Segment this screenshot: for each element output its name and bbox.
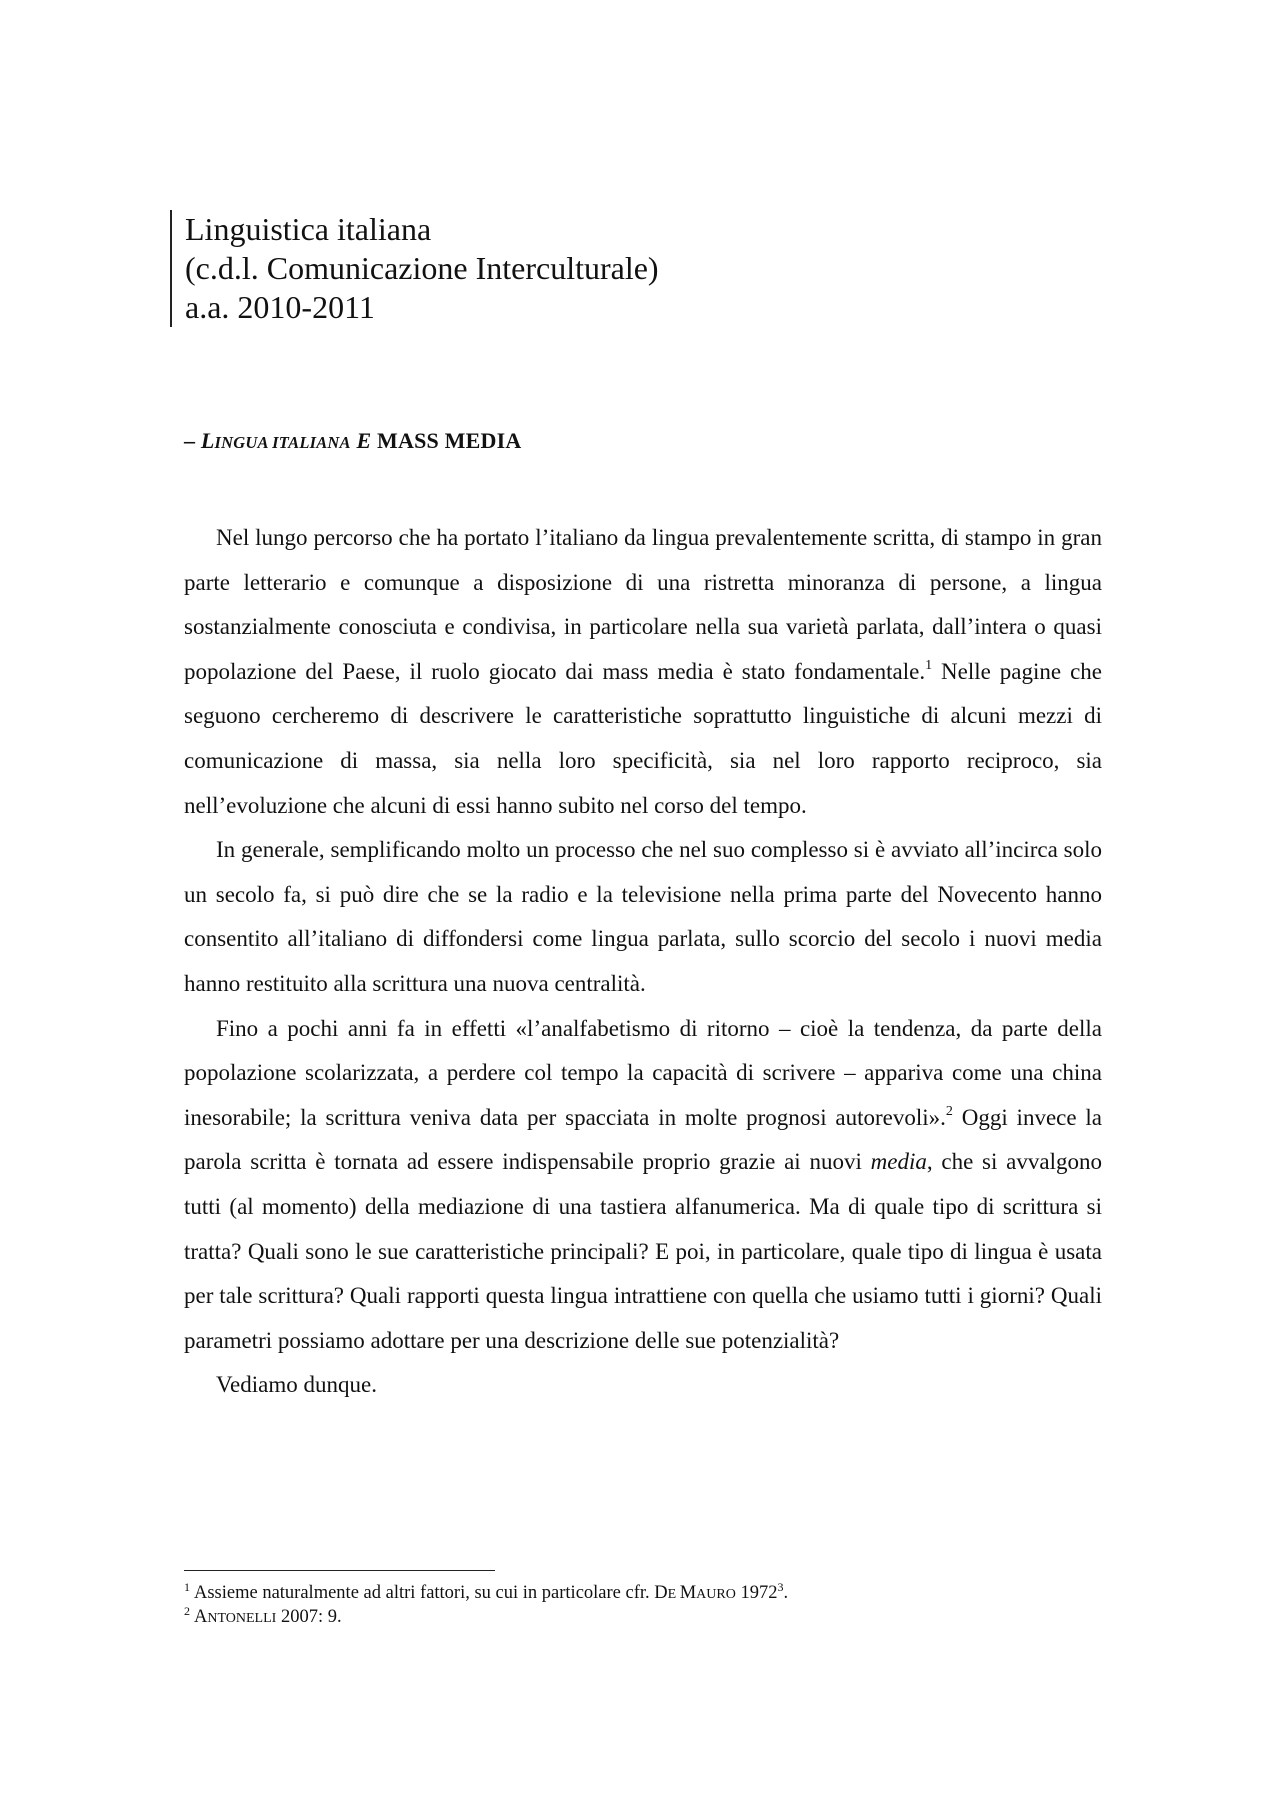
footnote-1-author-small-1: E xyxy=(667,1587,680,1602)
degree-program: (c.d.l. Comunicazione Interculturale) xyxy=(185,250,659,286)
footnote-1-author-small-2: AURO xyxy=(696,1587,736,1602)
heading-conjunction: E xyxy=(356,428,372,453)
paragraph-1-text-a: Nel lungo percorso che ha portato l’italiano da lingua prevalentemente scritta, di stampo in gran parte letterario e comunque a disposizione di una ristretta minoranza di persone, a lingua sostanzialmente conosciuta e condivisa, in particolare nella sua varietà parlata, dall’intera o quasi popolazione del Paese, il ruolo giocato dai mass media è stato fondamentale. xyxy=(184,525,1102,684)
course-title: Linguistica italiana xyxy=(185,211,432,247)
heading-cap-l: L xyxy=(200,428,215,453)
section-heading xyxy=(184,428,521,454)
paragraph-4: Vediamo dunque. xyxy=(216,1372,377,1398)
paragraph-3 xyxy=(184,1007,1102,1364)
heading-dash: – xyxy=(184,428,196,453)
footnote-1-author-cap-1: D xyxy=(654,1583,668,1603)
footnote-1-marker: 1 xyxy=(184,1579,190,1594)
footnote-2-author-small: NTONELLI xyxy=(207,1611,277,1626)
course-header xyxy=(170,210,659,327)
footnote-2 xyxy=(184,1603,1102,1630)
paragraph-3-text-c: , che si avvalgono tutti (al momento) della mediazione di una tastiera alfanumerica. Ma di quale tipo di scrittura si tratta? Quali sono le sue caratteristiche principali? E poi, in particolare, quale tipo di lingua è usata per tale scrittura? Quali rapporti questa lingua intrattiene con quella che usiamo tutti i giorni? Quali parametri possiamo adottare per una descrizione delle sue potenzialità? xyxy=(184,1149,1102,1353)
paragraph-3-emphasis: media xyxy=(870,1149,927,1175)
footnote-1-year: 1972 xyxy=(735,1583,778,1603)
footnote-2-ref: 2007: 9. xyxy=(276,1607,342,1627)
footnote-1-edition: 3 xyxy=(777,1579,784,1594)
footnote-1 xyxy=(184,1579,1102,1606)
paragraph-1 xyxy=(184,516,1102,828)
footnote-1-author-cap-2: M xyxy=(679,1583,697,1603)
heading-smallcaps-1: INGUA ITALIANA xyxy=(214,433,351,452)
paragraph-2: In generale, semplificando molto un processo che nel suo complesso si è avviato all’incirca solo un secolo fa, si può dire che se la radio e la televisione nella prima parte del Novecento hanno consentito all’italiano di diffondersi come lingua parlata, sullo scorcio del secolo i nuovi media hanno restituito alla scrittura una nuova centralità. xyxy=(184,837,1102,996)
footnote-2-marker: 2 xyxy=(184,1603,190,1618)
footnotes xyxy=(184,1579,1102,1630)
paragraph-3-text-b: Oggi invece la parola scritta è tornata ad essere indispensabile proprio grazie ai nuovi xyxy=(184,1104,1102,1175)
footnote-1-text: Assieme naturalmente ad altri fattori, su cui in particolare cfr. xyxy=(194,1583,655,1603)
footnote-1-end: . xyxy=(783,1583,789,1603)
body-text xyxy=(184,516,1102,1408)
footnote-2-author-cap: A xyxy=(194,1607,208,1627)
heading-mass-media: MASS MEDIA xyxy=(377,428,522,453)
footnote-ref-1[interactable]: 1 xyxy=(925,657,933,673)
paragraph-1-text-b: Nelle pagine che seguono cercheremo di descrivere le caratteristiche soprattutto linguistiche di alcuni mezzi di comunicazione di massa, sia nella loro specificità, sia nel loro rapporto reciproco, sia nell’evoluzione che alcuni di essi hanno subito nel corso del tempo. xyxy=(184,658,1102,818)
academic-year: a.a. 2010-2011 xyxy=(185,289,375,325)
paragraph-3-text-a: Fino a pochi anni fa in effetti «l’analfabetismo di ritorno – cioè la tendenza, da parte della popolazione scolarizzata, a perdere col tempo la capacità di scrivere – appariva come una china inesorabile; la scrittura veniva data per spacciata in molte prognosi autorevoli». xyxy=(184,1015,1102,1130)
footnote-ref-2[interactable]: 2 xyxy=(945,1103,953,1119)
footnote-separator xyxy=(184,1570,495,1571)
